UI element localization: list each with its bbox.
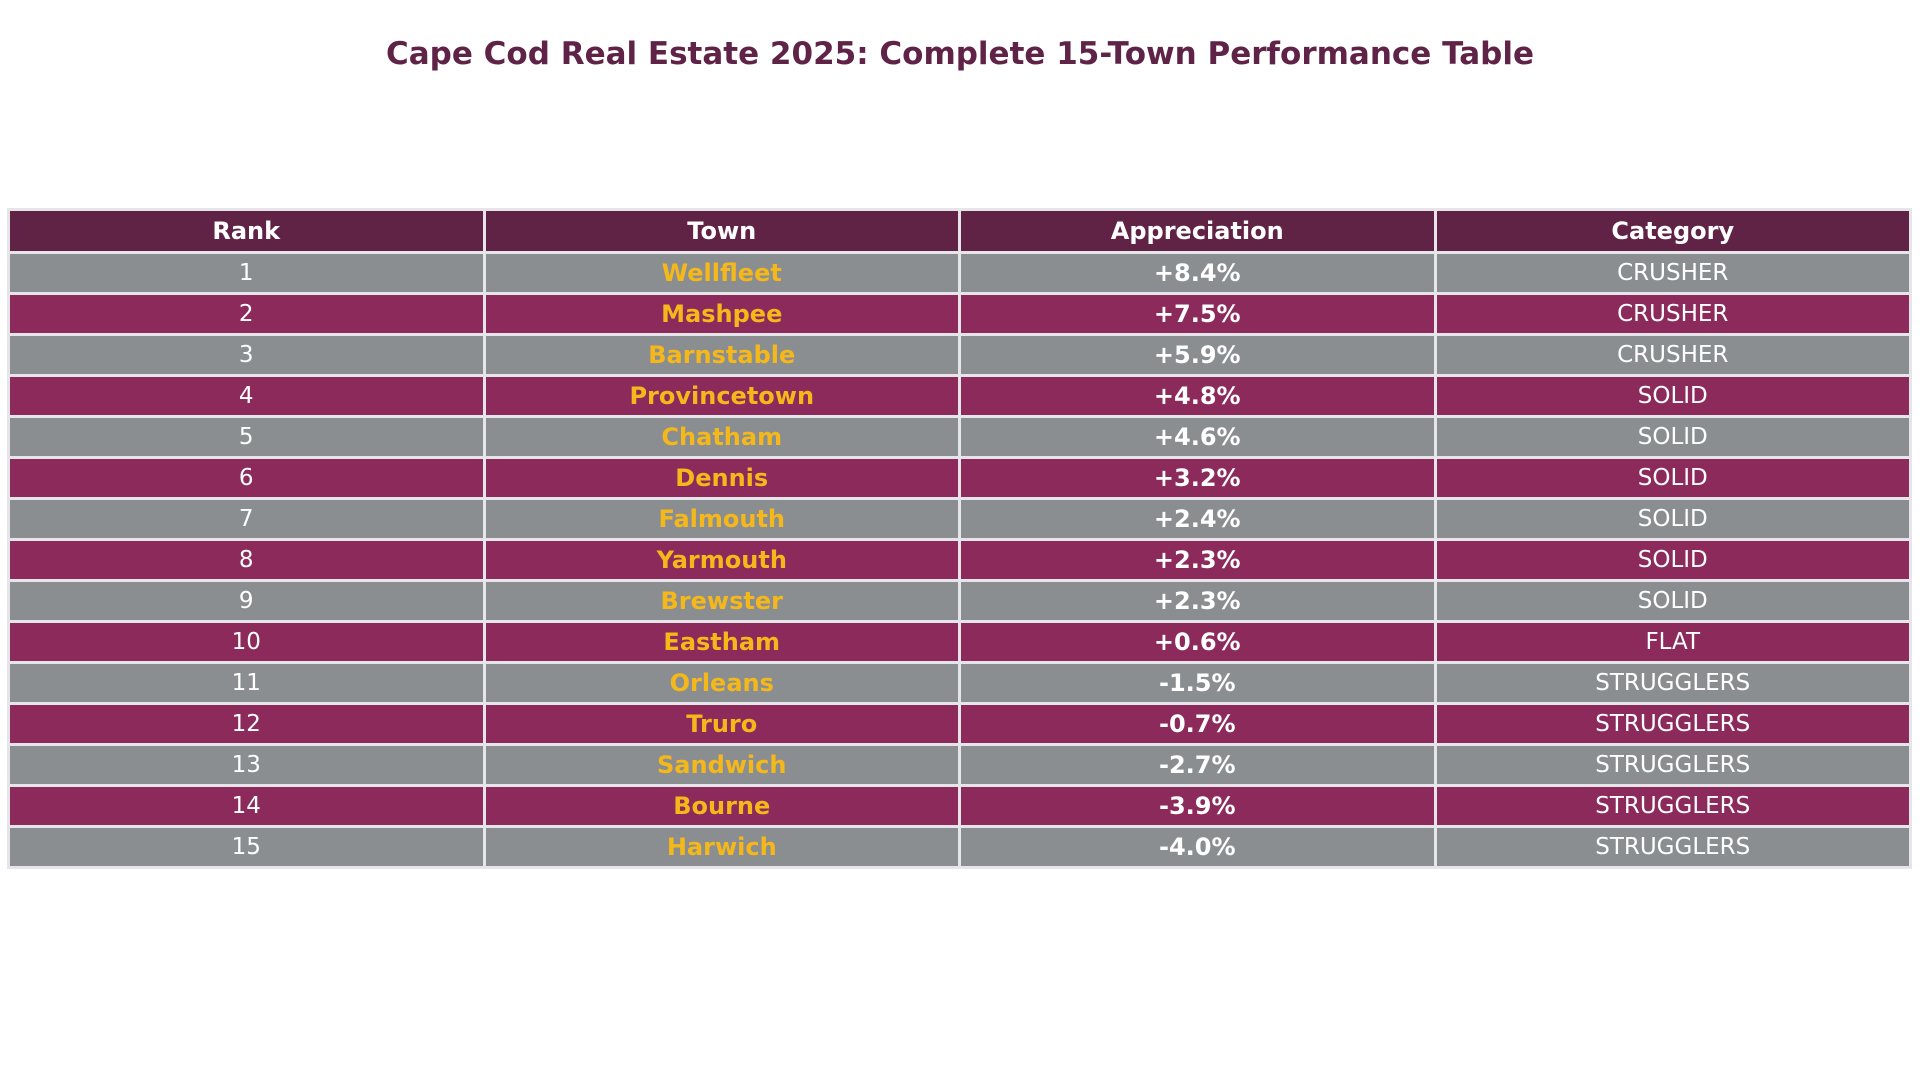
cell-town: Dennis — [484, 458, 960, 499]
cell-appreciation: +4.8% — [960, 376, 1436, 417]
table-row — [9, 827, 1911, 868]
cell-town: Truro — [484, 704, 960, 745]
cell-appreciation: -0.7% — [960, 704, 1436, 745]
cell-rank: 10 — [9, 622, 485, 663]
table-row — [9, 253, 1911, 294]
cell-town: Yarmouth — [484, 540, 960, 581]
cell-appreciation: +8.4% — [960, 253, 1436, 294]
cell-town: Provincetown — [484, 376, 960, 417]
cell-appreciation: +3.2% — [960, 458, 1436, 499]
cell-category: STRUGGLERS — [1435, 786, 1911, 827]
cell-category: FLAT — [1435, 622, 1911, 663]
cell-rank: 4 — [9, 376, 485, 417]
cell-rank: 14 — [9, 786, 485, 827]
header-category: Category — [1435, 210, 1911, 253]
table-row — [9, 663, 1911, 704]
table-row — [9, 294, 1911, 335]
cell-category: CRUSHER — [1435, 294, 1911, 335]
cell-category: SOLID — [1435, 376, 1911, 417]
cell-rank: 15 — [9, 827, 485, 868]
cell-rank: 13 — [9, 745, 485, 786]
cell-category: STRUGGLERS — [1435, 704, 1911, 745]
cell-town: Chatham — [484, 417, 960, 458]
cell-appreciation: +5.9% — [960, 335, 1436, 376]
cell-appreciation: +2.3% — [960, 540, 1436, 581]
cell-category: STRUGGLERS — [1435, 745, 1911, 786]
table-header — [9, 210, 1911, 253]
header-row — [9, 210, 1911, 253]
table-row — [9, 458, 1911, 499]
cell-rank: 3 — [9, 335, 485, 376]
cell-town: Wellfleet — [484, 253, 960, 294]
cell-category: CRUSHER — [1435, 253, 1911, 294]
cell-appreciation: +2.3% — [960, 581, 1436, 622]
cell-appreciation: +7.5% — [960, 294, 1436, 335]
cell-rank: 1 — [9, 253, 485, 294]
cell-town: Eastham — [484, 622, 960, 663]
cell-category: SOLID — [1435, 581, 1911, 622]
table-row — [9, 745, 1911, 786]
cell-appreciation: -1.5% — [960, 663, 1436, 704]
cell-appreciation: +4.6% — [960, 417, 1436, 458]
table-row — [9, 335, 1911, 376]
header-rank: Rank — [9, 210, 485, 253]
header-appreciation: Appreciation — [960, 210, 1436, 253]
cell-town: Sandwich — [484, 745, 960, 786]
cell-appreciation: -2.7% — [960, 745, 1436, 786]
cell-rank: 5 — [9, 417, 485, 458]
table-row — [9, 376, 1911, 417]
cell-appreciation: +0.6% — [960, 622, 1436, 663]
cell-town: Orleans — [484, 663, 960, 704]
cell-category: SOLID — [1435, 540, 1911, 581]
cell-rank: 8 — [9, 540, 485, 581]
cell-rank: 2 — [9, 294, 485, 335]
table-row — [9, 581, 1911, 622]
cell-appreciation: +2.4% — [960, 499, 1436, 540]
page-title: Cape Cod Real Estate 2025: Complete 15-Town Performance Table — [385, 36, 1534, 72]
table-row — [9, 622, 1911, 663]
table-row — [9, 786, 1911, 827]
cell-category: CRUSHER — [1435, 335, 1911, 376]
cell-town: Brewster — [484, 581, 960, 622]
cell-rank: 9 — [9, 581, 485, 622]
performance-table — [7, 208, 1912, 869]
cell-category: SOLID — [1435, 417, 1911, 458]
table-row — [9, 499, 1911, 540]
cell-town: Mashpee — [484, 294, 960, 335]
cell-rank: 7 — [9, 499, 485, 540]
cell-rank: 6 — [9, 458, 485, 499]
table-row — [9, 540, 1911, 581]
cell-category: SOLID — [1435, 458, 1911, 499]
table-row — [9, 704, 1911, 745]
cell-category: SOLID — [1435, 499, 1911, 540]
cell-town: Bourne — [484, 786, 960, 827]
cell-rank: 12 — [9, 704, 485, 745]
cell-category: STRUGGLERS — [1435, 663, 1911, 704]
cell-appreciation: -4.0% — [960, 827, 1436, 868]
cell-town: Falmouth — [484, 499, 960, 540]
header-town: Town — [484, 210, 960, 253]
cell-appreciation: -3.9% — [960, 786, 1436, 827]
table-row — [9, 417, 1911, 458]
cell-category: STRUGGLERS — [1435, 827, 1911, 868]
cell-town: Barnstable — [484, 335, 960, 376]
cell-town: Harwich — [484, 827, 960, 868]
table-body — [9, 253, 1911, 868]
cell-rank: 11 — [9, 663, 485, 704]
